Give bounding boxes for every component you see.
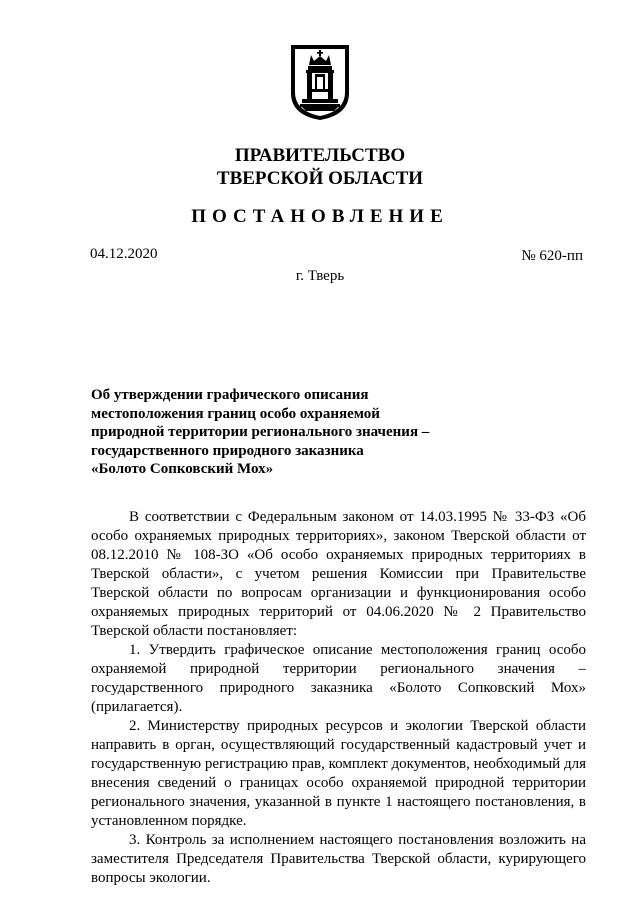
document-title xyxy=(91,386,451,479)
title-line: местоположения границ особо охраняемой xyxy=(91,405,380,422)
title-line: «Болото Сопковский Мох» xyxy=(91,461,274,477)
clause-1-paragraph: 1. Утвердить графическое описание местоположения границ особо охраняемой природной территории регионального значения – государственного природного заказника «Болото Сопковский Мох» (прилагается). xyxy=(91,642,586,715)
document-date: 04.12.2020 xyxy=(90,246,158,262)
preamble-paragraph: В соответствии с Федеральным законом от 14.03.1995 № 33-ФЗ «Об особо охраняемых природных территориях», законом Тверской области от 08.12.2010 № 108-ЗО «Об особо охраняемых природных территориях в Тверской области», с учетом решения Комиссии при Правительстве Тверской области по вопросам организации и функционирования особо охраняемых природных территорий от 04.06.2020 № 2 Правительство Тверской области постановляет: xyxy=(91,509,586,639)
document-city: г. Тверь xyxy=(295,268,345,284)
title-line: государственного природного заказника xyxy=(91,442,364,459)
government-name: ПРАВИТЕЛЬСТВО xyxy=(234,145,406,166)
region-name: ТВЕРСКОЙ ОБЛАСТИ xyxy=(216,168,424,189)
coat-of-arms-emblem xyxy=(289,43,351,121)
clause-2-paragraph: 2. Министерству природных ресурсов и экологии Тверской области направить в орган, осуществляющий государственный кадастровый учет и государственную регистрацию прав, комплект документов, необходимый для внесения сведений о границах особо охраняемой природной территории регионального значения, указанной в пункте 1 настоящего постановления, в установленном порядке. xyxy=(91,718,586,829)
document-type: ПОСТАНОВЛЕНИЕ xyxy=(191,206,449,227)
document-number: № 620-пп xyxy=(521,248,583,264)
title-line: Об утверждении графического описания xyxy=(91,387,369,403)
title-line: природной территории регионального значения – xyxy=(91,424,430,440)
document-body xyxy=(91,508,586,888)
clause-3-paragraph: 3. Контроль за исполнением настоящего постановления возложить на заместителя Председателя Правительства Тверской области, курирующего вопросы экологии. xyxy=(91,832,586,886)
